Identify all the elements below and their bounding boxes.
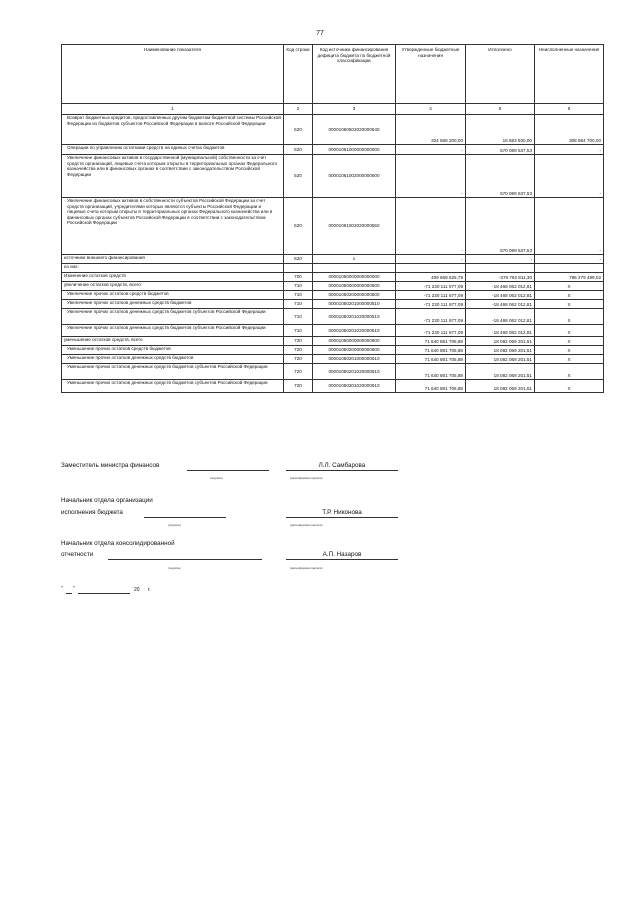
deputy-minister-title: Заместитель министра финансов: [61, 462, 160, 469]
report-table: [61, 44, 604, 393]
row-approved-cell: [396, 264, 466, 273]
col-number: 3: [313, 104, 396, 115]
row-name-cell: Увеличение финансовых активов в собственности субъектов Российской Федерации за счет средств организаций, учредителями которых являются субъекты Российской Федерации и лицевые счета которым открыты в территориальных органах Федерального казначейства или в финансовых органах субъектов Российской Федерации в соответствии с законодательством Российской Федерации: [62, 198, 284, 255]
row-name-cell: Уменьшение прочих остатков средств бюджетов: [62, 346, 284, 355]
row-name-cell: Уменьшение прочих остатков денежных средств бюджетов субъектов Российской Федерации: [62, 380, 284, 393]
table-row: [62, 300, 604, 309]
row-code-cell: 700: [284, 273, 313, 282]
row-name-cell: источники внешнего финансирования: [62, 255, 284, 264]
row-code-cell: 520: [284, 198, 313, 255]
row-done-cell: -18 468 062 012,81: [466, 309, 535, 325]
table-row: [62, 380, 604, 393]
row-approved-cell: -: [396, 145, 466, 155]
row-approved-cell: -71 230 111 677,09: [396, 291, 466, 300]
row-done-cell: -18 468 062 012,81: [466, 282, 535, 291]
row-done-cell: 18 082 069 201,51: [466, 346, 535, 355]
row-source-code-cell: 00001050200000000600: [313, 346, 396, 355]
row-done-cell: 570 089 537,53: [466, 145, 535, 155]
row-rest-cell: X: [535, 355, 604, 364]
row-done-cell: -376 792 811,30: [466, 273, 535, 282]
row-source-code-cell: 00001050201020000510: [313, 309, 396, 325]
row-name-cell: Уменьшение прочих остатков денежных средств бюджетов: [62, 355, 284, 364]
row-source-code-cell: 00001050201000000610: [313, 355, 396, 364]
head2-signature-line: [108, 551, 262, 560]
row-code-cell: 710: [284, 291, 313, 300]
row-code-cell: 720: [284, 380, 313, 393]
col-header-name: Наименование показателя: [62, 45, 284, 104]
table-row: [62, 264, 604, 273]
table-row: [62, 145, 604, 155]
head1-name: Т.Р. Никонова: [322, 509, 362, 516]
row-source-code-cell: 00001061002000000500: [313, 155, 396, 198]
table-row: [62, 115, 604, 145]
head2-sign-caption: (подпись): [168, 566, 181, 570]
head2-decode-caption: (расшифровка подписи): [290, 566, 323, 570]
row-name-cell: Увеличение прочих остатков денежных средств бюджетов субъектов Российской Федерации: [62, 309, 284, 325]
row-rest-cell: X: [535, 337, 604, 346]
row-name-cell: Увеличение прочих остатков денежных средств бюджетов: [62, 300, 284, 309]
col-number-row: [62, 104, 604, 115]
row-source-code-cell: 00001050201000000510: [313, 300, 396, 309]
row-done-cell: 18 082 069 201,51: [466, 380, 535, 393]
col-number: 4: [396, 104, 466, 115]
col-number: 1: [62, 104, 284, 115]
row-rest-cell: [535, 264, 604, 273]
row-done-cell: 570 089 537,53: [466, 155, 535, 198]
row-source-code-cell: 00001050201020000510: [313, 325, 396, 337]
row-name-cell: Возврат бюджетных кредитов, предоставленных другим бюджетам бюджетной системы Российской Федерации из бюджетов субъектов Российской Федерации в валюте Российской Федерации: [62, 115, 284, 145]
table-row: [62, 355, 604, 364]
row-done-cell: -: [466, 255, 535, 264]
row-approved-cell: 71 640 881 705,88: [396, 380, 466, 393]
head1-title-line1: Начальник отдела организации: [61, 497, 153, 504]
table-row: [62, 255, 604, 264]
row-approved-cell: 71 640 881 705,88: [396, 346, 466, 355]
table-row: [62, 155, 604, 198]
table-row: [62, 337, 604, 346]
row-approved-cell: -71 230 111 677,09: [396, 309, 466, 325]
row-source-code-cell: 00001050000000000500: [313, 282, 396, 291]
row-done-cell: -18 468 062 012,81: [466, 325, 535, 337]
row-rest-cell: -: [535, 155, 604, 198]
table-row: [62, 198, 604, 255]
row-code-cell: 720: [284, 337, 313, 346]
row-name-cell: Уменьшение прочих остатков денежных средств бюджетов субъектов Российской Федерации: [62, 364, 284, 380]
deputy-signature-line: [187, 462, 269, 471]
head1-signature-line: [144, 509, 226, 518]
row-code-cell: 520: [284, 155, 313, 198]
row-rest-cell: 308 884 700,00: [535, 115, 604, 145]
col-header-done: Исполнено: [466, 45, 535, 104]
head2-title-line2: отчетности: [61, 551, 94, 558]
row-approved-cell: 409 669 625,79: [396, 273, 466, 282]
row-done-cell: 18 082 069 201,51: [466, 364, 535, 380]
row-code-cell: 620: [284, 255, 313, 264]
row-approved-cell: -: [396, 198, 466, 255]
row-source-code-cell: [313, 264, 396, 273]
row-rest-cell: -: [535, 145, 604, 155]
row-code-cell: 710: [284, 309, 313, 325]
row-approved-cell: -: [396, 155, 466, 198]
row-name-cell: Изменение остатков средств: [62, 273, 284, 282]
col-header-approved: Утвержденные бюджетные назначения: [396, 45, 466, 104]
head1-title-line2: исполнения бюджета: [61, 509, 123, 516]
date-year-prefix: 20: [134, 587, 140, 593]
row-name-cell: из них:: [62, 264, 284, 273]
row-source-code-cell: 00001050200000000500: [313, 291, 396, 300]
head1-name-line: [286, 509, 398, 518]
row-code-cell: 710: [284, 282, 313, 291]
row-rest-cell: -: [535, 198, 604, 255]
row-code-cell: [284, 264, 313, 273]
row-code-cell: 720: [284, 364, 313, 380]
col-header-rest: Неисполненные назначения: [535, 45, 604, 104]
row-rest-cell: X: [535, 282, 604, 291]
row-rest-cell: X: [535, 380, 604, 393]
head1-sign-caption: (подпись): [168, 523, 181, 527]
row-code-cell: 720: [284, 346, 313, 355]
row-rest-cell: 786 279 489,02: [535, 273, 604, 282]
row-rest-cell: X: [535, 346, 604, 355]
row-code-cell: 520: [284, 115, 313, 145]
row-done-cell: 570 089 537,53: [466, 198, 535, 255]
page-number: 77: [316, 30, 324, 37]
row-rest-cell: X: [535, 291, 604, 300]
row-approved-cell: -71 230 111 677,09: [396, 282, 466, 291]
row-done-cell: 15 683 500,00: [466, 115, 535, 145]
row-name-cell: Увеличение прочих остатков средств бюджетов: [62, 291, 284, 300]
row-code-cell: 720: [284, 355, 313, 364]
row-name-cell: уменьшение остатков средств, всего: [62, 337, 284, 346]
row-code-cell: 520: [284, 145, 313, 155]
table-row: [62, 346, 604, 355]
col-number: 5: [466, 104, 535, 115]
row-rest-cell: -: [535, 255, 604, 264]
row-code-cell: 710: [284, 300, 313, 309]
row-rest-cell: X: [535, 325, 604, 337]
row-done-cell: 18 082 069 201,51: [466, 337, 535, 346]
row-approved-cell: 71 640 881 705,88: [396, 364, 466, 380]
table-row: [62, 282, 604, 291]
row-approved-cell: -: [396, 255, 466, 264]
row-done-cell: 18 082 069 201,51: [466, 355, 535, 364]
row-done-cell: [466, 264, 535, 273]
row-rest-cell: X: [535, 309, 604, 325]
col-header-source: Код источника финансирования дефицита бюджета по бюджетной классификации: [313, 45, 396, 104]
deputy-minister-name: Л.Л. Самбарова: [318, 462, 366, 469]
deputy-name-line: [286, 462, 398, 471]
date-year-suffix: г.: [148, 587, 151, 593]
row-approved-cell: 71 640 881 705,88: [396, 337, 466, 346]
row-rest-cell: X: [535, 300, 604, 309]
row-source-code-cell: 00001050201020000610: [313, 380, 396, 393]
date-day-line: [66, 586, 72, 594]
date-month-line: [78, 586, 130, 594]
table-row: [62, 364, 604, 380]
deputy-sign-caption: (подпись): [210, 476, 223, 480]
row-name-cell: Увеличение прочих остатков денежных средств бюджетов субъектов Российской Федерации: [62, 325, 284, 337]
row-source-code-cell: x: [313, 255, 396, 264]
col-number: 2: [284, 104, 313, 115]
col-header-code: Код строки: [284, 45, 313, 104]
col-number: 6: [535, 104, 604, 115]
header-row: [62, 45, 604, 104]
row-rest-cell: X: [535, 364, 604, 380]
row-done-cell: -18 468 062 012,81: [466, 300, 535, 309]
row-approved-cell: 71 640 881 705,88: [396, 355, 466, 364]
row-code-cell: 710: [284, 325, 313, 337]
head2-title-line1: Начальник отдела консолидированной: [61, 540, 175, 547]
row-source-code-cell: 00001061002020000550: [313, 198, 396, 255]
table-row: [62, 291, 604, 300]
row-name-cell: увеличение остатков средств, всего: [62, 282, 284, 291]
deputy-decode-caption: (расшифровка подписи): [290, 476, 323, 480]
row-approved-cell: -71 230 111 677,09: [396, 325, 466, 337]
row-source-code-cell: 00001061000000000000: [313, 145, 396, 155]
table-row: [62, 325, 604, 337]
row-done-cell: -18 468 062 012,81: [466, 291, 535, 300]
row-approved-cell: -71 230 111 677,09: [396, 300, 466, 309]
row-name-cell: Увеличение финансовых активов в государственной (муниципальной) собственности за счет средств организаций, лицевые счета которым открыты в территориальных органах Федерального казначейства или в финансовых органах в соответствии с законодательством Российской Федерации: [62, 155, 284, 198]
date-quote-open: ": [61, 586, 63, 592]
row-approved-cell: 324 568 200,00: [396, 115, 466, 145]
row-source-code-cell: 00001060502020000640: [313, 115, 396, 145]
table-row: [62, 273, 604, 282]
head1-decode-caption: (расшифровка подписи): [290, 523, 323, 527]
head2-name: А.П. Назаров: [322, 551, 362, 558]
head2-name-line: [286, 551, 398, 560]
row-source-code-cell: 00001050201020000610: [313, 364, 396, 380]
row-source-code-cell: 00001050000000000000: [313, 273, 396, 282]
row-name-cell: Операции по управлению остатками средств на единых счетах бюджетов: [62, 145, 284, 155]
date-quote-close: ": [73, 586, 75, 592]
row-source-code-cell: 00001050000000000600: [313, 337, 396, 346]
table-row: [62, 309, 604, 325]
